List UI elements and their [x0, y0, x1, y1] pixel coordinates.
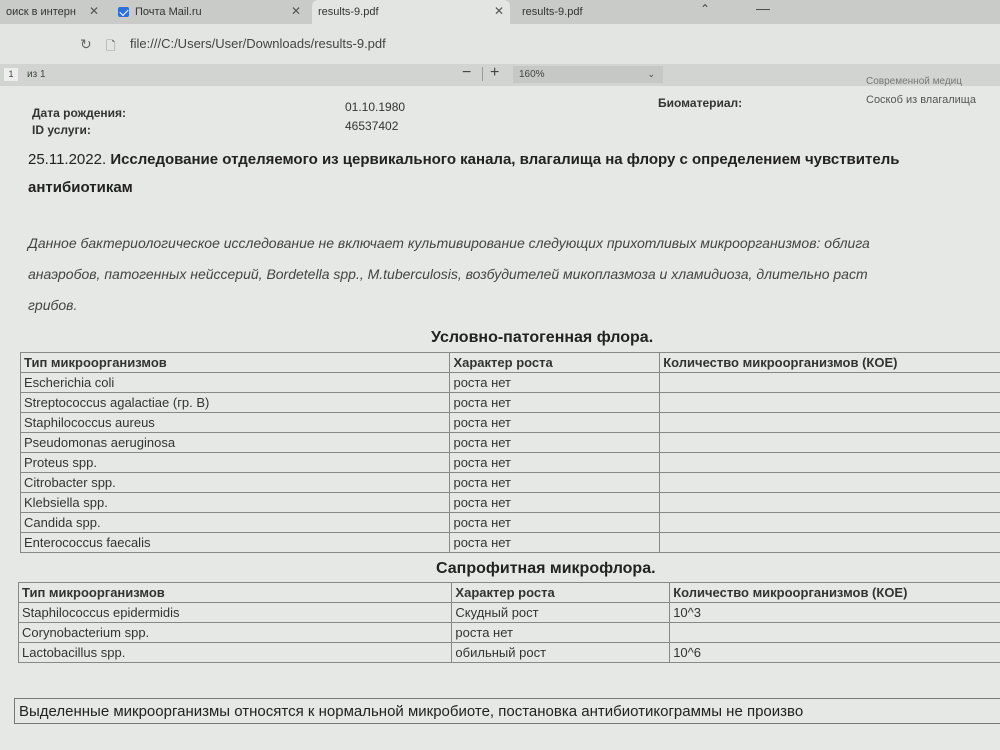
tab-bar — [0, 0, 1000, 24]
tab-results-active[interactable] — [312, 0, 510, 24]
count-cell — [660, 373, 1000, 393]
note-line: анаэробов, патогенных нейссерий, Bordetella spp., M.tuberculosis, возбудителей микоплазмоза и хламидиоза, длительно раст — [28, 266, 868, 282]
note-paragraph — [28, 228, 1000, 321]
zoom-select[interactable] — [513, 66, 663, 83]
growth-cell: обильный рост — [452, 643, 670, 663]
growth-cell: роста нет — [450, 433, 660, 453]
header-cell: Характер роста — [450, 353, 660, 373]
note-line: грибов. — [28, 297, 78, 313]
table-row — [21, 453, 1000, 473]
count-cell — [660, 453, 1000, 473]
page-title — [28, 146, 1000, 202]
organism-cell: Lactobacillus spp. — [19, 643, 452, 663]
table-row — [21, 413, 1000, 433]
organism-cell: Candida spp. — [21, 513, 450, 533]
table-row — [21, 393, 1000, 413]
tab-label: results-9.pdf — [318, 6, 379, 18]
table-row — [21, 533, 1000, 553]
file-icon: 🗋 — [106, 39, 116, 53]
tab-mail[interactable] — [112, 0, 307, 24]
count-cell: 10^6 — [670, 643, 1000, 663]
count-cell — [660, 413, 1000, 433]
title-text: Исследование отделяемого из цервикального канала, влагалища на флору с определением чувствитель — [110, 151, 900, 168]
minimize-icon[interactable]: — — [756, 0, 770, 16]
close-icon[interactable]: ✕ — [493, 4, 504, 18]
dob-label: Дата рождения: — [32, 106, 127, 120]
address-bar — [0, 24, 1000, 64]
growth-cell: роста нет — [450, 373, 660, 393]
conclusion-text: Выделенные микроорганизмы относятся к нормальной микробиоте, постановка антибиотикограммы не произво — [19, 703, 804, 720]
header-cut-text: Современной медиц — [866, 76, 962, 87]
table-row — [19, 623, 1000, 643]
zoom-value: 160% — [519, 69, 545, 80]
pdf-toolbar — [0, 64, 1000, 87]
table-row — [21, 513, 1000, 533]
biomaterial-label: Биоматериал: — [658, 96, 743, 110]
organism-cell: Enterococcus faecalis — [21, 533, 450, 553]
divider — [482, 67, 483, 81]
organism-cell: Klebsiella spp. — [21, 493, 450, 513]
table-header-row — [21, 353, 1000, 373]
table-header-row — [19, 583, 1000, 603]
url-field[interactable]: file:///C:/Users/User/Downloads/results-9.pdf — [130, 36, 386, 51]
conclusion-box — [14, 698, 1000, 724]
close-icon[interactable]: ✕ — [290, 4, 301, 18]
tab-search[interactable] — [0, 0, 105, 24]
count-cell — [670, 623, 1000, 643]
section-title-conditional: Условно-патогенная флора. — [431, 329, 654, 346]
note-line: Данное бактериологическое исследование не включает культивирование следующих прихотливых микроорганизмов: облига — [28, 235, 870, 251]
mail-icon — [118, 7, 129, 17]
organism-cell: Escherichia coli — [21, 373, 450, 393]
saprophytic-flora-table — [18, 582, 1000, 663]
page-total: из 1 — [27, 69, 46, 80]
header-cell: Характер роста — [452, 583, 670, 603]
count-cell — [660, 533, 1000, 553]
tab-results[interactable] — [516, 0, 686, 24]
count-cell — [660, 433, 1000, 453]
growth-cell: роста нет — [450, 513, 660, 533]
header-cell: Количество микроорганизмов (КОЕ) — [660, 353, 1000, 373]
close-icon[interactable]: ✕ — [88, 4, 99, 18]
tab-label: оиск в интерн — [6, 6, 76, 18]
growth-cell: роста нет — [452, 623, 670, 643]
organism-cell: Pseudomonas aeruginosa — [21, 433, 450, 453]
chevron-up-icon[interactable]: ⌃ — [699, 2, 710, 16]
service-id-label: ID услуги: — [32, 123, 91, 137]
table-row — [19, 603, 1000, 623]
header-cell: Тип микроорганизмов — [21, 353, 450, 373]
organism-cell: Staphilococcus aureus — [21, 413, 450, 433]
table-row — [21, 433, 1000, 453]
section-title-saprophytic: Сапрофитная микрофлора. — [436, 560, 656, 577]
organism-cell: Streptococcus agalactiae (гр. В) — [21, 393, 450, 413]
growth-cell: роста нет — [450, 493, 660, 513]
count-cell — [660, 393, 1000, 413]
zoom-out-button[interactable]: − — [462, 64, 472, 81]
growth-cell: роста нет — [450, 533, 660, 553]
count-cell — [660, 493, 1000, 513]
growth-cell: роста нет — [450, 453, 660, 473]
header-cell: Тип микроорганизмов — [19, 583, 452, 603]
organism-cell: Staphilococcus epidermidis — [19, 603, 452, 623]
zoom-in-button[interactable]: + — [490, 64, 500, 81]
table-row — [21, 493, 1000, 513]
title-text-2: антибиотикам — [28, 179, 133, 196]
dob-value: 01.10.1980 — [345, 100, 406, 114]
table-row — [21, 373, 1000, 393]
tab-label: Почта Mail.ru — [135, 6, 202, 18]
count-cell — [660, 513, 1000, 533]
tab-label: results-9.pdf — [522, 6, 583, 18]
growth-cell: Скудный рост — [452, 603, 670, 623]
growth-cell: роста нет — [450, 473, 660, 493]
chevron-down-icon: ⌄ — [647, 69, 655, 79]
header-cell: Количество микроорганизмов (КОЕ) — [670, 583, 1000, 603]
title-date: 25.11.2022. — [28, 151, 107, 168]
pdf-page — [0, 76, 1000, 750]
table-row — [21, 473, 1000, 493]
reload-icon[interactable]: ↻ — [80, 36, 100, 52]
table-row — [19, 643, 1000, 663]
organism-cell: Citrobacter spp. — [21, 473, 450, 493]
page-number-input[interactable]: 1 — [4, 68, 18, 81]
service-id-value: 46537402 — [345, 119, 399, 133]
growth-cell: роста нет — [450, 413, 660, 433]
biomaterial-value: Соскоб из влагалища — [866, 94, 976, 106]
organism-cell: Proteus spp. — [21, 453, 450, 473]
count-cell: 10^3 — [670, 603, 1000, 623]
count-cell — [660, 473, 1000, 493]
conditional-flora-table — [20, 352, 1000, 553]
organism-cell: Corynobacterium spp. — [19, 623, 452, 643]
growth-cell: роста нет — [450, 393, 660, 413]
